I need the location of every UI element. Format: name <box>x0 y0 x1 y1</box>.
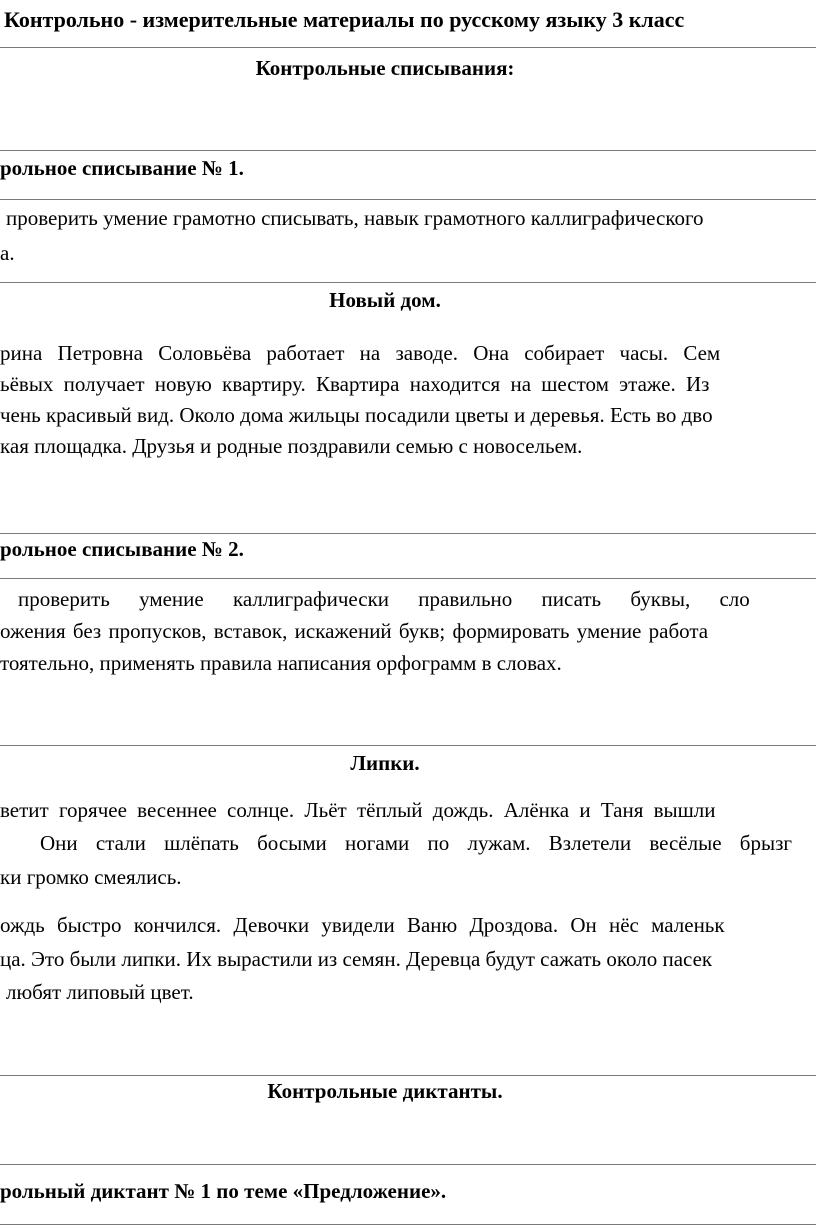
copying1-text-line: рина Петровна Соловьёва работает на заводе. Она собирает часы. Сем <box>0 341 721 365</box>
copying2-text-line: ца. Это были липки. Их вырастили из семян. Деревца будут сажать около пасек <box>0 947 713 971</box>
divider <box>0 282 816 283</box>
copying1-text-title: Новый дом. <box>329 288 441 312</box>
copying2-text-line: любят липовый цвет. <box>6 980 194 1004</box>
document-title: Контрольно - измерительные материалы по русскому языку 3 класс <box>4 7 685 32</box>
copying2-goal-line: проверить умение каллиграфически правильно писать буквы, сло <box>18 587 750 611</box>
copying2-text-line: ветит горячее весеннее солнце. Льёт тёплый дождь. Алёнка и Таня вышли <box>0 798 716 822</box>
divider <box>0 578 816 579</box>
copying2-text-line: ождь быстро кончился. Девочки увидели Ваню Дроздова. Он нёс маленьк <box>0 913 725 937</box>
copying2-text-line: Они стали шлёпать босыми ногами по лужам. Взлетели весёлые брызг <box>40 831 792 855</box>
section-heading-copying: Контрольные списывания: <box>255 56 515 80</box>
copying1-goal-line: проверить умение грамотно списывать, навык грамотного каллиграфического <box>6 206 704 230</box>
copying1-goal-line: а. <box>0 241 15 265</box>
copying1-text-line: кая площадка. Друзья и родные поздравили семью с новосельем. <box>0 434 583 458</box>
divider <box>0 150 816 151</box>
copying2-heading: рольное списывание № 2. <box>0 537 244 561</box>
copying2-text-title: Липки. <box>350 751 420 775</box>
copying1-heading: рольное списывание № 1. <box>0 156 244 180</box>
copying1-text-line: ьёвых получает новую квартиру. Квартира находится на шестом этаже. Из <box>0 372 710 396</box>
dictation1-heading: рольный диктант № 1 по теме «Предложение». <box>0 1179 447 1203</box>
divider <box>0 745 816 746</box>
divider <box>0 47 816 48</box>
divider <box>0 1224 816 1225</box>
copying1-text-line: чень красивый вид. Около дома жильцы посадили цветы и деревья. Есть во дво <box>0 403 713 427</box>
copying2-goal-line: тоятельно, применять правила написания орфограмм в словах. <box>0 651 562 675</box>
divider <box>0 1164 816 1165</box>
copying2-text-line: ки громко смеялись. <box>0 865 182 889</box>
copying2-goal-line: ожения без пропусков, вставок, искажений букв; формировать умение работа <box>0 619 709 643</box>
divider <box>0 199 816 200</box>
section-heading-dictations: Контрольные диктанты. <box>267 1079 503 1103</box>
